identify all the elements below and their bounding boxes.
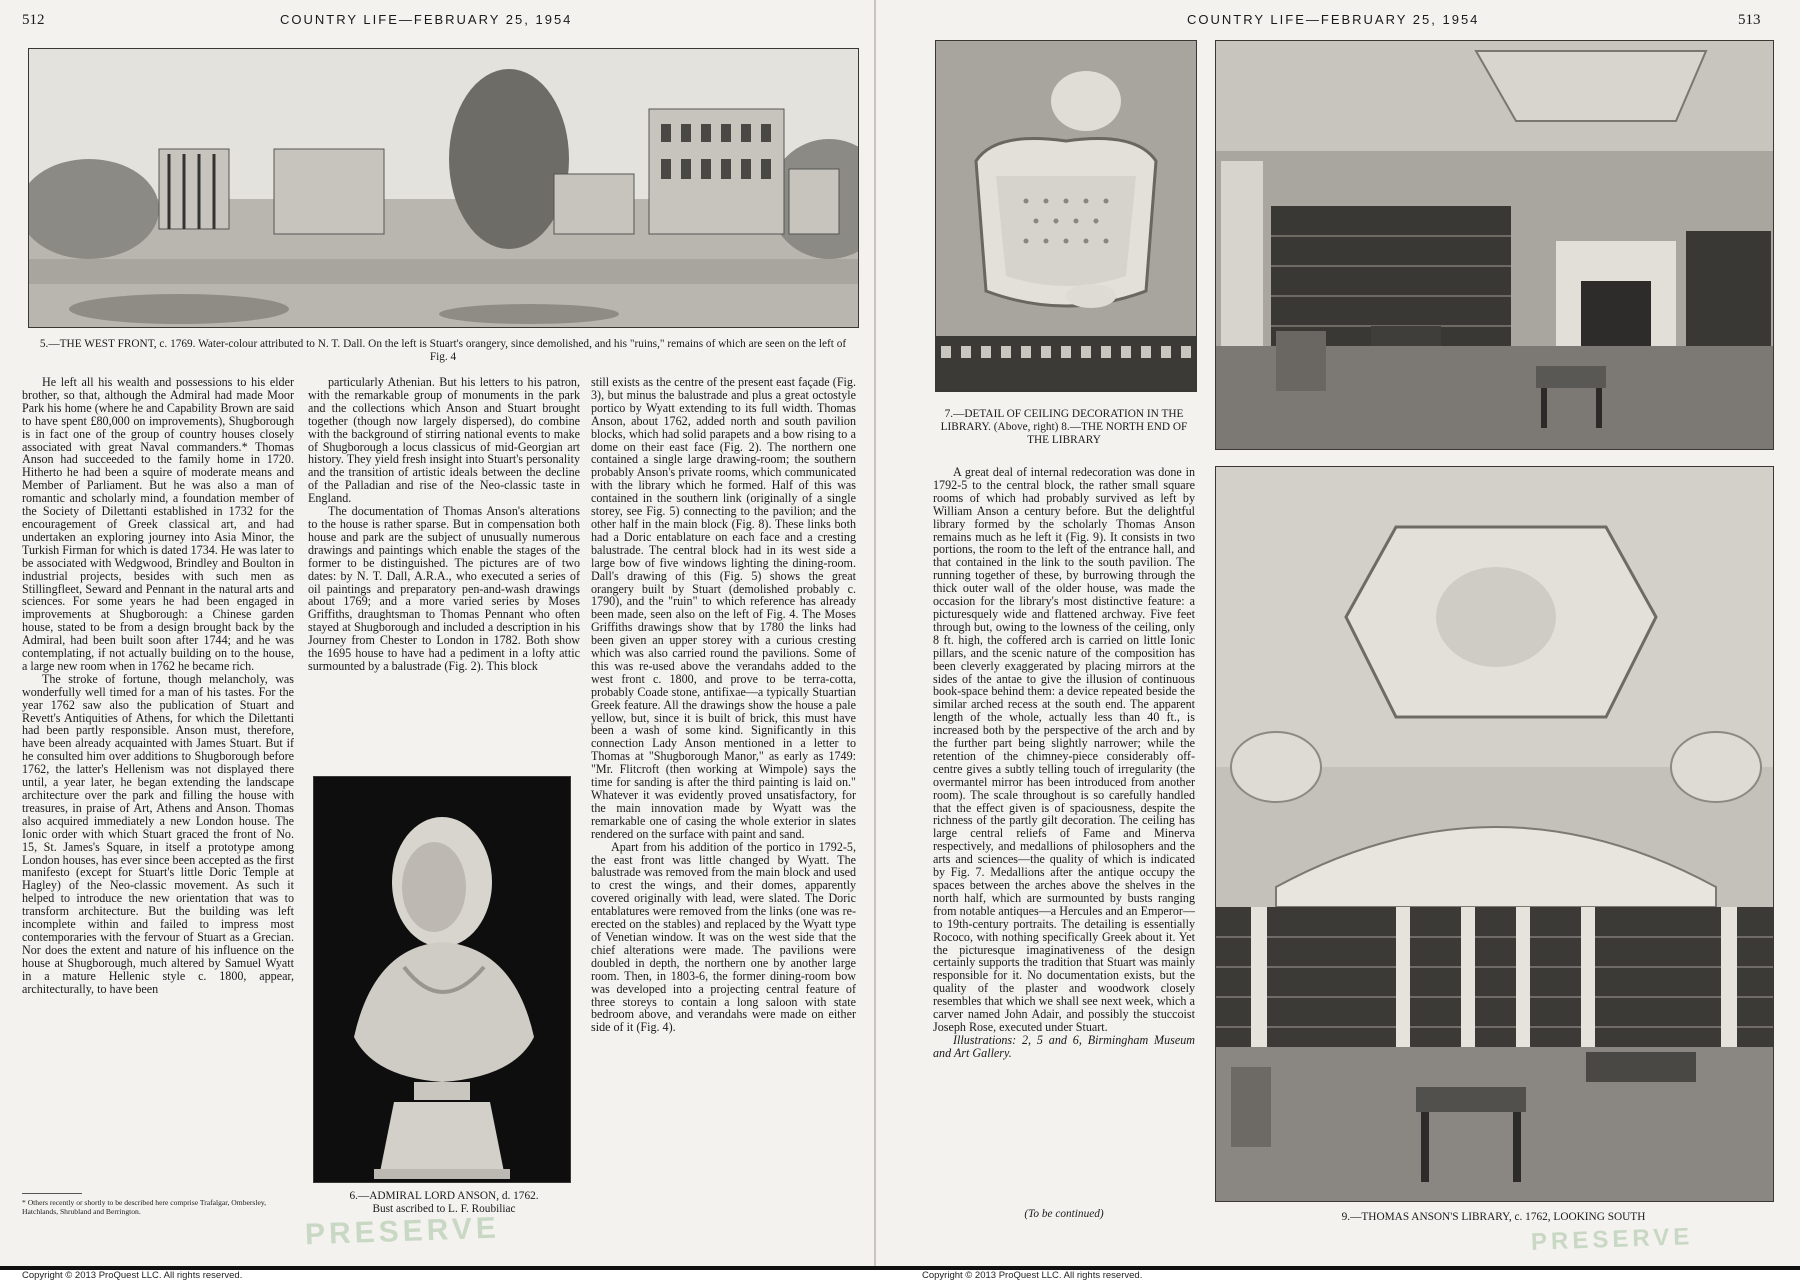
paragraph: The documentation of Thomas Anson's alterations to the house is rather sparse. But in compensation both house and park are the subject of unusually numerous drawings and paintings which enable the stages of the former to be distinguished. The pictures are of two dates: by N. T. Dall, A.R.A., who executed a series of oil paintings and preparatory pen-and-wash drawings about 1769; and a more varied series by Moses Griffiths, draughtsman to Thomas Pennant who often stayed at Shugborough and included a description in his Journey from Chester to London in 1782. Both show the 1695 house to have had a pediment in a lofty attic surmounted by a balustrade (Fig. 2). This block	[308, 504, 580, 673]
fig5-caption: 5.—THE WEST FRONT, c. 1769. Water-colour attributed to N. T. Dall. On the left is Stuart's orangery, since demolished, and his "ruins," remains of which are seen on the left of Fig. 4	[39, 338, 847, 363]
fig6-caption	[308, 1190, 580, 1216]
fig7-8-caption: 7.—DETAIL OF CEILING DECORATION IN THE LIBRARY. (Above, right) 8.—THE NORTH END OF THE LIBRARY	[940, 408, 1188, 446]
west-front-watercolour	[28, 48, 859, 328]
copyright-notice: Copyright © 2013 ProQuest LLC. All rights reserved.	[22, 1270, 243, 1281]
illustrations-credit-text: Illustrations: 2, 5 and 6, Birmingham Museum and Art Gallery.	[933, 1032, 1195, 1060]
paragraph: He left all his wealth and possessions to his elder brother, so that, although the Admiral had made Moor Park his home (where he and Capability Brown are said to have spent £80,000 on improvements), Shugborough is in fact one of the group of country houses closely associated with great Naval commanders.* Thomas Anson had succeeded to the family home in 1720. Hitherto he had been a squire of moderate means and Member of Parliament. But he was also a man of romantic and scholarly mind, a foundation member of the Society of Dilettanti established in 1732 for the encouragement of Greek classical art, and had undertaken an exploring journey into Asia Minor, the Turkish Firman for which is dated 1734. He was later to be associated with Wedgwood, Brindley and Boulton in industrial projects, besides with such men as Stillingfleet, Seward and Pennant in the natural arts and sciences. For some years he had been engaged in improvements at Shugborough: a Chinese garden house, stated to be from a design brought back by the Admiral, had been built soon after 1744; and he was contemplating, if not actually building on to the house, a large new room when in 1762 he became rich.	[22, 376, 294, 673]
library-north-end-photo	[1215, 40, 1774, 450]
footnote-rule	[22, 1193, 82, 1194]
column-2	[308, 376, 580, 766]
ceiling-detail-photo	[935, 40, 1197, 392]
fig9-caption: 9.—THOMAS ANSON'S LIBRARY, c. 1762, LOOKING SOUTH	[1341, 1211, 1646, 1223]
page-number: 513	[1738, 12, 1761, 28]
paragraph: A great deal of internal redecoration was done in 1792-5 to the central block, the rather small square rooms of which had probably survived as left by William Anson a century before. But the delightful library formed by the scholarly Thomas Anson remains much as he left it (Fig. 9). It consists in two portions, the room to the left of the entrance hall, and that contained in the link to the south pavilion. The running together of these, by burrowing through the thick outer wall of the older house, was made the occasion for the library's most distinctive feature: a picturesquely wide and flattened archway. Five feet through but, owing to the lowness of the ceiling, only 8 ft. high, the coffered arch is carried on little Ionic pillars, and the scenic nature of the composition has been cleverly exaggerated by placing mirrors at the sides of the antae to give the illusion of continuous book-space behind them: a device repeated beside the similar arched recess at the south end. The apparent length of the whole, actually less than 40 ft., is increased both by the perspective of the arch and by the further part being slightly narrower; while the retention of the chimney-piece considerably off-centre gives a subtly telling touch of irregularity (the overmantel mirror has been introduced from another room). The scale throughout is so carefully handled that the effect given is of spaciousness, despite the richness of the partly gilt decoration. The ceiling has large central reliefs of Fame and Minerva respectively, and medallions of philosophers and the arts and sciences—the quality of which is indicated by Fig. 7. Medallions after the antique occupy the spaces between the arches above the shelves in the north half, which are surmounted by busts ranging from notable antiques—a Hercules and an Emperor—to 19th-century portraits. The detailing is essentially Rococo, with nothing specifically Greek about it. Yet the picturesque imaginativeness of the design certainly supports the tradition that Stuart was mainly responsible for it. No documentation exists, but the quality of the plaster and woodwork closely resembles that which we shall see next week, which a carver named John Adair, and possibly the stuccoist Joseph Rose, executed under Stuart.	[933, 466, 1195, 1034]
footnote: * Others recently or shortly to be described here comprise Trafalgar, Ombersley, Hatchlands, Shrubland and Berrington.	[22, 1198, 267, 1216]
left-page	[0, 0, 876, 1266]
paragraph: Apart from his addition of the portico in 1792-5, the east front was little changed by Wyatt. The balustrade was removed from the main block and used to crest the wings, and their domes, apparently covered originally with lead, were slated. The Doric entablatures were removed from the links (one was re-erected on the stables) and replaced by the Wyatt type of Venetian window. It was on the west side that the chief alterations were made. The pavilions were doubled in depth, the northern one by another large room. Then, in 1803-6, the former dining-room bow was developed into a projecting central feature of three storeys to contain a long saloon with state bedroom above, and verandahs were made on either side of it (Fig. 4).	[591, 839, 856, 1035]
illustrations-credit	[933, 1034, 1195, 1060]
paragraph: The stroke of fortune, though melancholy, was wonderfully well timed for a man of his tastes. For the year 1762 saw also the publication of Stuart and Revett's Antiquities of Athens, for which the Dilettanti had been partly responsible. Anson must, therefore, have been already acquainted with James Stuart. But if he consulted him over additions to Shugborough before 1762, the latter's Hellenism was not displayed there until, a year later, he began extending the landscape architecture over the park and filling the house with treasures, in praise of Art, Athens and Anson. Thomas also acquired immediately a new London house. The Ionic order with which Stuart graced the front of No. 15, St. James's Square, in itself a prototype among London houses, has ever since been accepted as the first manifesto (except for Stuart's little Doric Temple at Hagley) of the Neo-classic movement. As such it helped to introduce the new orientation that was to transform architecture. But the building was left incomplete within and failed to impress most contemporaries with the fervour of Stuart as a Grecian. Nor does the extent and nature of his influence on the house at Shugborough, much altered by Samuel Wyatt in a mature Hellenic style c. 1800, appear, architecturally, to have been	[22, 671, 294, 996]
column-3	[591, 376, 856, 1236]
library-stamp: PRESERVE	[1530, 1223, 1694, 1256]
page-number: 512	[22, 12, 45, 28]
fig6-caption-text: 6.—ADMIRAL LORD ANSON, d. 1762. Bust ascribed to L. F. Roubiliac	[349, 1190, 539, 1215]
library-stamp: PRESERVE	[304, 1211, 501, 1252]
library-looking-south-photo	[1215, 466, 1774, 1202]
paragraph: particularly Athenian. But his letters to his patron, with the remarkable group of monuments in the park and the collections which Anson and Stuart brought together (though now largely dispersed), do combine with the background of stirring national events to make of Shugborough a locus classicus of mid-Georgian art history. They yield fresh insight into Stuart's personality and the transition of artistic ideals between the decline of the Palladian and rise of the Neo-classic taste in England.	[308, 376, 580, 506]
paragraph: still exists as the centre of the present east façade (Fig. 3), but minus the balustrade and plus a great octostyle portico by Wyatt extending to its full width. Thomas Anson, about 1762, added north and south pavilion blocks, which had solid parapets and a bow rising to a dome on their east face (Fig. 2). The northern one contained a single large drawing-room; the southern probably Anson's private rooms, which communicated with the library which he formed. Half of this was contained in the southern link (originally of a single storey, see Fig. 5) connecting to the pavilion; and the other half in the main block (Fig. 8). These links both had a Doric entablature on each face and a cresting balustrade. The central block had in its west side a large bow of five windows lighting the dining-room. Dall's drawing of this (Fig. 5) shows the great orangery built by Stuart (demolished probably c. 1790), and the "ruin" to which reference has already been made, seen also on the left of Fig. 4. The Moses Griffiths drawings show that by 1780 the links had been given an upper storey with a curious cresting which was also carried round the pavilions. Some of this was re-used above the verandahs added to the west front c. 1800, and prove to be terra-cotta, probably Coade stone, antifixae—a typically Stuartian Greek feature. All the drawings show the house a pale yellow, but, since it is built of brick, this must have been a wash of some kind. Significantly in this connection Lady Anson mentioned in a letter to Thomas at "Shugborough Manor," as early as 1749: "Mr. Flitcroft (then working at Wimpole) says the time for sanding is after the third painting is laid on." Whatever it was evidently proved unsatisfactory, for the main innovation made by Wyatt was the remarkable one of casing the whole exterior in slates rendered on the surface with paint and sand.	[591, 376, 856, 841]
running-head: COUNTRY LIFE—FEBRUARY 25, 1954	[1187, 12, 1480, 27]
running-head: COUNTRY LIFE—FEBRUARY 25, 1954	[280, 12, 573, 27]
copyright-notice: Copyright © 2013 ProQuest LLC. All rights reserved.	[922, 1270, 1143, 1281]
admiral-anson-bust-photo	[313, 776, 571, 1183]
column-1	[22, 376, 294, 1185]
to-be-continued: (To be continued)	[1024, 1208, 1104, 1220]
right-page	[876, 0, 1800, 1266]
scan-bottom-border	[0, 1266, 1800, 1270]
column-4	[933, 466, 1195, 1186]
